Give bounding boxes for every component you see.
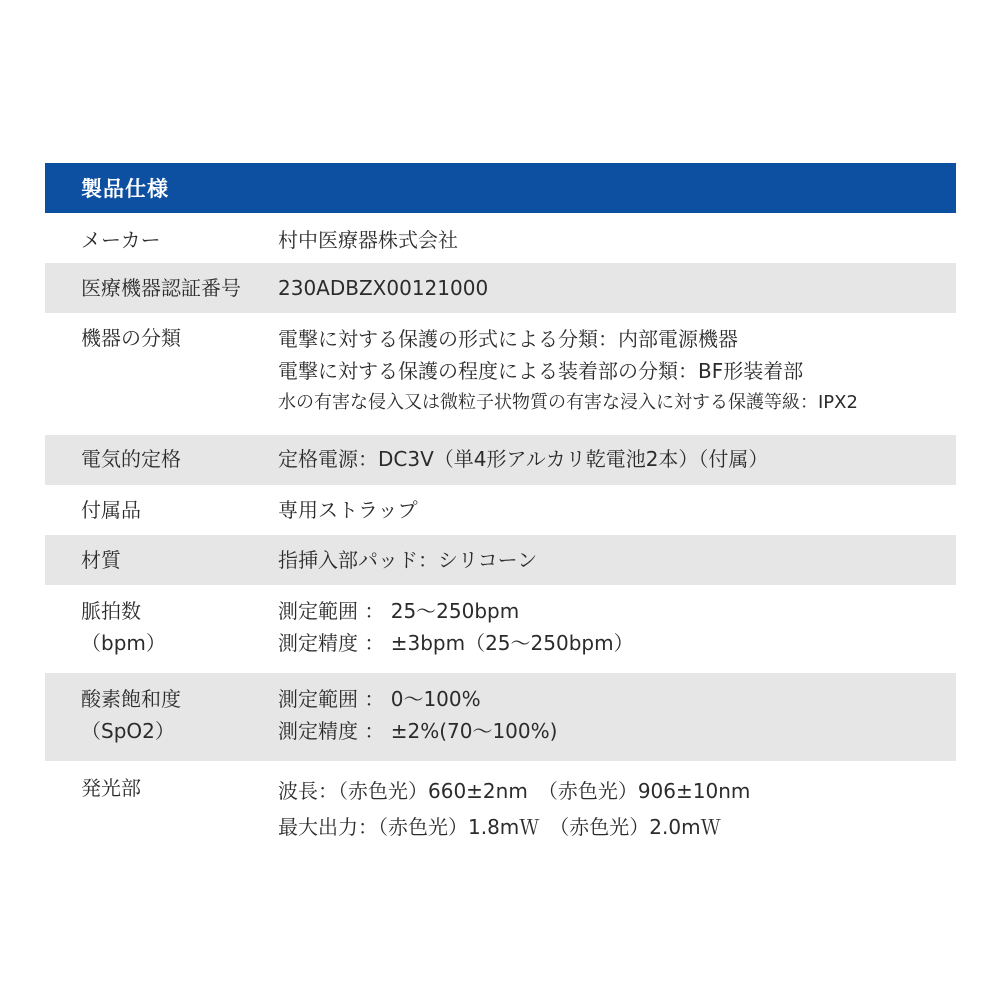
spec-value-line: 波長：（赤色光）660±2nm （赤色光）906±10nm [278,779,751,803]
spec-label [45,683,278,761]
spec-value-line: 水の有害な侵入又は微粒子状物質の有害な浸入に対する保護等級：IPX2 [278,392,858,413]
spec-value [278,273,956,313]
spec-value [278,225,956,263]
spec-value [278,595,956,673]
spec-value [278,545,956,585]
spec-row-pulse-rate [45,585,956,673]
spec-title: 製品仕様 [81,177,169,201]
spec-value-line: 指挿入部パッド：シリコーン [278,548,538,572]
spec-value-line: 測定範囲 ： 25～250bpm [278,599,520,623]
spec-value-line: 電撃に対する保護の形式による分類：内部電源機器 [278,327,738,351]
spec-value-line: 最大出力：（赤色光）1.8mＷ （赤色光）2.0mＷ [278,815,721,839]
spec-value-line: 測定精度 ： ±2%(70～100%) [278,719,558,743]
spec-label: メーカー [81,228,161,252]
spec-label-line: 脈拍数 [81,599,141,623]
spec-label: 機器の分類 [81,326,181,350]
spec-label-line: （bpm） [81,631,166,655]
spec-value [278,323,956,435]
spec-value-line: 測定範囲 ： 0～100% [278,687,481,711]
spec-row-light-emitter [45,761,956,851]
spec-value-line: 測定精度 ： ±3bpm（25～250bpm） [278,631,634,655]
spec-value [278,683,956,761]
spec-label: 発光部 [81,776,141,800]
spec-value-line: 230ADBZX00121000 [278,276,489,300]
spec-row-classification [45,313,956,435]
spec-row-material [45,535,956,585]
spec-value-line: 定格電源：DC3V（単4形アルカリ乾電池2本）（付属） [278,447,769,471]
spec-row-maker [45,213,956,263]
spec-label-line: 酸素飽和度 [81,687,181,711]
spec-label [45,595,278,673]
spec-value [278,773,956,851]
spec-row-certification [45,263,956,313]
spec-label: 医療機器認証番号 [81,276,241,300]
spec-value [278,495,956,535]
spec-table [45,163,956,851]
spec-row-electrical-rating [45,435,956,485]
spec-label: 材質 [81,548,121,572]
spec-value-line: 専用ストラップ [278,498,418,522]
spec-label-line: （SpO2） [81,719,175,743]
spec-value [278,444,956,485]
spec-label: 電気的定格 [81,447,181,471]
spec-row-spo2 [45,673,956,761]
spec-label: 付属品 [81,498,141,522]
spec-row-accessories [45,485,956,535]
spec-header [45,163,956,213]
spec-value-line: 電撃に対する保護の程度による装着部の分類：BF形装着部 [278,359,804,383]
spec-value-line: 村中医療器株式会社 [278,228,458,252]
